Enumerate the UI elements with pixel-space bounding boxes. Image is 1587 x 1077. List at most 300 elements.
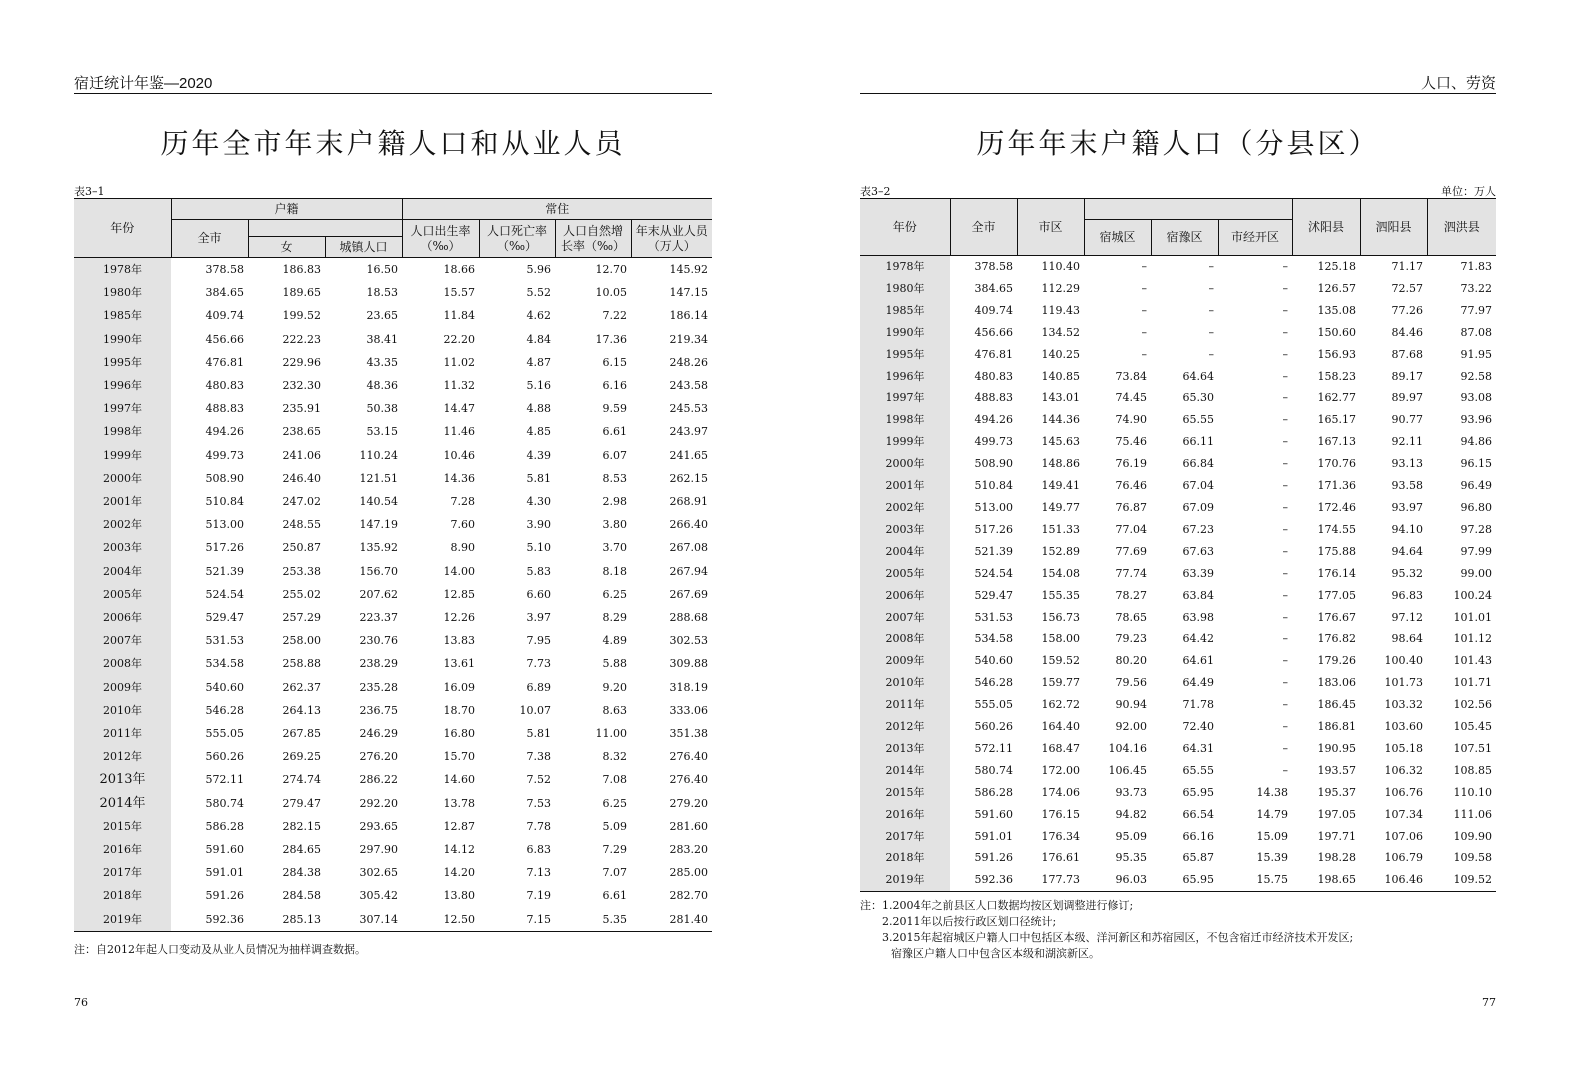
value-cell: 101.01	[1427, 607, 1496, 629]
table-number: 表3–2	[860, 185, 891, 198]
value-cell: 9.59	[555, 397, 631, 420]
value-cell: 149.41	[1017, 475, 1084, 497]
value-cell: 4.84	[479, 328, 555, 351]
table-row	[860, 804, 1496, 826]
table-row	[860, 694, 1496, 716]
value-cell: 12.85	[402, 583, 479, 606]
year-cell: 2007年	[860, 607, 950, 629]
value-cell: 230.76	[325, 629, 402, 652]
value-cell: 592.36	[950, 869, 1017, 891]
value-cell: 65.95	[1151, 782, 1218, 804]
value-cell: 144.36	[1017, 409, 1084, 431]
value-cell: 78.27	[1084, 585, 1151, 607]
value-cell: 243.97	[631, 420, 712, 443]
value-cell: 4.62	[479, 304, 555, 327]
value-cell: 488.83	[171, 397, 248, 420]
value-cell: 248.55	[248, 513, 325, 536]
value-cell: 66.54	[1151, 804, 1218, 826]
value-cell: 494.26	[171, 420, 248, 443]
value-cell: 517.26	[171, 536, 248, 559]
value-cell: 107.51	[1427, 738, 1496, 760]
value-cell: 198.65	[1292, 869, 1360, 891]
value-cell: 524.54	[171, 583, 248, 606]
header-death-rate: 人口死亡率（‰）	[479, 220, 555, 258]
year-cell: 1978年	[74, 258, 171, 282]
value-cell: 250.87	[248, 536, 325, 559]
value-cell: 591.26	[171, 884, 248, 907]
table-row	[74, 420, 712, 443]
value-cell: 591.26	[950, 847, 1017, 869]
value-cell: 186.83	[248, 258, 325, 282]
value-cell: 274.74	[248, 768, 325, 791]
value-cell: –	[1084, 322, 1151, 344]
year-cell: 1990年	[74, 328, 171, 351]
value-cell: 176.67	[1292, 607, 1360, 629]
value-cell: 11.46	[402, 420, 479, 443]
value-cell: 7.60	[402, 513, 479, 536]
value-cell: 103.60	[1360, 716, 1427, 738]
value-cell: 246.29	[325, 722, 402, 745]
value-cell: 199.52	[248, 304, 325, 327]
value-cell: –	[1218, 585, 1292, 607]
value-cell: 546.28	[171, 699, 248, 722]
value-cell: 508.90	[171, 467, 248, 490]
value-cell: 189.65	[248, 281, 325, 304]
value-cell: 513.00	[950, 497, 1017, 519]
value-cell: 276.40	[631, 745, 712, 768]
value-cell: 456.66	[950, 322, 1017, 344]
value-cell: 15.39	[1218, 847, 1292, 869]
value-cell: 72.40	[1151, 716, 1218, 738]
header-rule	[74, 93, 712, 94]
value-cell: 15.75	[1218, 869, 1292, 891]
table-row	[74, 815, 712, 838]
value-cell: –	[1084, 300, 1151, 322]
table-row	[860, 431, 1496, 453]
value-cell: 282.70	[631, 884, 712, 907]
value-cell: 89.17	[1360, 366, 1427, 388]
page-number: 77	[1482, 996, 1496, 1009]
value-cell: –	[1218, 366, 1292, 388]
value-cell: 15.70	[402, 745, 479, 768]
value-cell: 12.50	[402, 908, 479, 932]
value-cell: 285.13	[248, 908, 325, 932]
value-cell: 222.23	[248, 328, 325, 351]
value-cell: –	[1218, 409, 1292, 431]
year-cell: 1985年	[860, 300, 950, 322]
value-cell: 96.15	[1427, 453, 1496, 475]
value-cell: 94.82	[1084, 804, 1151, 826]
value-cell: 276.40	[631, 768, 712, 791]
value-cell: 119.43	[1017, 300, 1084, 322]
table-row	[74, 699, 712, 722]
header-sihong: 泗洪县	[1427, 199, 1496, 256]
value-cell: 510.84	[171, 490, 248, 513]
value-cell: 48.36	[325, 374, 402, 397]
value-cell: 546.28	[950, 672, 1017, 694]
value-cell: 508.90	[950, 453, 1017, 475]
value-cell: 6.25	[555, 583, 631, 606]
table-row	[74, 861, 712, 884]
value-cell: 102.56	[1427, 694, 1496, 716]
value-cell: 73.22	[1427, 278, 1496, 300]
table-number: 表3–1	[74, 185, 105, 198]
value-cell: 517.26	[950, 519, 1017, 541]
header-natural-growth: 人口自然增长率（‰）	[555, 220, 631, 258]
header-sucheng: 宿城区	[1084, 220, 1151, 256]
value-cell: 3.90	[479, 513, 555, 536]
value-cell: 7.15	[479, 908, 555, 932]
value-cell: 9.20	[555, 676, 631, 699]
year-cell: 1990年	[860, 322, 950, 344]
value-cell: 176.82	[1292, 628, 1360, 650]
value-cell: 297.90	[325, 838, 402, 861]
value-cell: 531.53	[171, 629, 248, 652]
value-cell: 258.00	[248, 629, 325, 652]
value-cell: –	[1218, 322, 1292, 344]
value-cell: 96.80	[1427, 497, 1496, 519]
value-cell: 586.28	[171, 815, 248, 838]
value-cell: 286.22	[325, 768, 402, 791]
value-cell: 43.35	[325, 351, 402, 374]
page-title: 历年全市年末户籍人口和从业人员	[160, 127, 626, 160]
year-cell: 2019年	[860, 869, 950, 891]
value-cell: 94.64	[1360, 541, 1427, 563]
value-cell: –	[1218, 387, 1292, 409]
value-cell: 106.45	[1084, 760, 1151, 782]
value-cell: 176.15	[1017, 804, 1084, 826]
value-cell: 158.00	[1017, 628, 1084, 650]
value-cell: 14.47	[402, 397, 479, 420]
value-cell: 378.58	[171, 258, 248, 282]
value-cell: –	[1084, 344, 1151, 366]
value-cell: 6.83	[479, 838, 555, 861]
table-row	[860, 278, 1496, 300]
table-row	[74, 838, 712, 861]
value-cell: 266.40	[631, 513, 712, 536]
value-cell: 164.40	[1017, 716, 1084, 738]
value-cell: 4.39	[479, 444, 555, 467]
year-cell: 2003年	[74, 536, 171, 559]
value-cell: 186.81	[1292, 716, 1360, 738]
value-cell: –	[1218, 628, 1292, 650]
value-cell: 65.30	[1151, 387, 1218, 409]
value-cell: 92.58	[1427, 366, 1496, 388]
value-cell: 165.17	[1292, 409, 1360, 431]
table-row	[860, 475, 1496, 497]
value-cell: 162.72	[1017, 694, 1084, 716]
value-cell: 64.31	[1151, 738, 1218, 760]
table-row	[860, 322, 1496, 344]
value-cell: 195.37	[1292, 782, 1360, 804]
unit-label: 单位：万人	[1441, 185, 1496, 198]
value-cell: 110.10	[1427, 782, 1496, 804]
value-cell: 11.00	[555, 722, 631, 745]
year-cell: 2013年	[74, 768, 171, 791]
value-cell: 14.38	[1218, 782, 1292, 804]
value-cell: 97.28	[1427, 519, 1496, 541]
year-cell: 2001年	[74, 490, 171, 513]
value-cell: 494.26	[950, 409, 1017, 431]
value-cell: 93.08	[1427, 387, 1496, 409]
value-cell: 38.41	[325, 328, 402, 351]
value-cell: 8.18	[555, 560, 631, 583]
value-cell: 14.79	[1218, 804, 1292, 826]
value-cell: 170.76	[1292, 453, 1360, 475]
value-cell: 586.28	[950, 782, 1017, 804]
value-cell: 5.09	[555, 815, 631, 838]
value-cell: 22.20	[402, 328, 479, 351]
value-cell: 105.45	[1427, 716, 1496, 738]
value-cell: 591.60	[171, 838, 248, 861]
value-cell: 125.18	[1292, 256, 1360, 278]
value-cell: 8.32	[555, 745, 631, 768]
value-cell: 4.30	[479, 490, 555, 513]
value-cell: 292.20	[325, 792, 402, 815]
value-cell: 560.26	[171, 745, 248, 768]
value-cell: 197.71	[1292, 826, 1360, 848]
value-cell: 149.77	[1017, 497, 1084, 519]
value-cell: 4.85	[479, 420, 555, 443]
value-cell: 572.11	[171, 768, 248, 791]
year-cell: 2012年	[74, 745, 171, 768]
value-cell: 560.26	[950, 716, 1017, 738]
value-cell: 112.29	[1017, 278, 1084, 300]
value-cell: 66.84	[1151, 453, 1218, 475]
value-cell: 109.58	[1427, 847, 1496, 869]
value-cell: 262.37	[248, 676, 325, 699]
table-note: 注：自2012年起人口变动及从业人员情况为抽样调查数据。	[74, 943, 366, 956]
table-row	[74, 328, 712, 351]
year-cell: 2004年	[860, 541, 950, 563]
value-cell: 531.53	[950, 607, 1017, 629]
value-cell: 167.13	[1292, 431, 1360, 453]
value-cell: 87.08	[1427, 322, 1496, 344]
note-line: 宿豫区户籍人口中包含区本级和湖滨新区。	[891, 947, 1100, 960]
value-cell: –	[1218, 738, 1292, 760]
value-cell: 555.05	[171, 722, 248, 745]
header-shuyang: 沭阳县	[1292, 199, 1360, 256]
table-row	[74, 444, 712, 467]
value-cell: 243.58	[631, 374, 712, 397]
value-cell: 75.46	[1084, 431, 1151, 453]
value-cell: 93.58	[1360, 475, 1427, 497]
value-cell: –	[1218, 519, 1292, 541]
value-cell: 99.00	[1427, 563, 1496, 585]
year-cell: 2003年	[860, 519, 950, 541]
value-cell: 529.47	[171, 606, 248, 629]
year-cell: 2012年	[860, 716, 950, 738]
value-cell: 10.07	[479, 699, 555, 722]
value-cell: 94.10	[1360, 519, 1427, 541]
value-cell: 176.14	[1292, 563, 1360, 585]
year-cell: 2000年	[74, 467, 171, 490]
value-cell: 66.16	[1151, 826, 1218, 848]
year-cell: 2005年	[860, 563, 950, 585]
value-cell: 15.57	[402, 281, 479, 304]
value-cell: 176.61	[1017, 847, 1084, 869]
value-cell: 580.74	[171, 792, 248, 815]
value-cell: 106.46	[1360, 869, 1427, 891]
year-cell: 1980年	[860, 278, 950, 300]
value-cell: 65.55	[1151, 409, 1218, 431]
value-cell: –	[1218, 694, 1292, 716]
value-cell: –	[1151, 278, 1218, 300]
value-cell: 4.88	[479, 397, 555, 420]
value-cell: 285.00	[631, 861, 712, 884]
value-cell: 11.02	[402, 351, 479, 374]
value-cell: 288.68	[631, 606, 712, 629]
table-row	[74, 884, 712, 907]
value-cell: 258.88	[248, 652, 325, 675]
year-cell: 2015年	[860, 782, 950, 804]
page-title: 历年年末户籍人口（分县区）	[976, 127, 1380, 160]
year-cell: 2002年	[74, 513, 171, 536]
value-cell: 79.56	[1084, 672, 1151, 694]
value-cell: 281.40	[631, 908, 712, 932]
table-row	[860, 716, 1496, 738]
year-cell: 2001年	[860, 475, 950, 497]
value-cell: 172.00	[1017, 760, 1084, 782]
value-cell: 253.38	[248, 560, 325, 583]
value-cell: 147.15	[631, 281, 712, 304]
county-population-table	[860, 198, 1496, 892]
header-suyu: 宿豫区	[1151, 220, 1218, 256]
value-cell: 186.45	[1292, 694, 1360, 716]
value-cell: 12.70	[555, 258, 631, 282]
value-cell: 16.50	[325, 258, 402, 282]
value-cell: 13.83	[402, 629, 479, 652]
value-cell: 245.53	[631, 397, 712, 420]
value-cell: 16.09	[402, 676, 479, 699]
value-cell: 241.65	[631, 444, 712, 467]
value-cell: 63.39	[1151, 563, 1218, 585]
value-cell: 186.14	[631, 304, 712, 327]
note-line: 注：1.2004年之前县区人口数据均按区划调整进行修订;	[860, 899, 1134, 912]
value-cell: 93.13	[1360, 453, 1427, 475]
table-row	[74, 536, 712, 559]
value-cell: 172.46	[1292, 497, 1360, 519]
year-cell: 1995年	[860, 344, 950, 366]
value-cell: 513.00	[171, 513, 248, 536]
value-cell: 7.73	[479, 652, 555, 675]
value-cell: 14.20	[402, 861, 479, 884]
value-cell: 12.87	[402, 815, 479, 838]
value-cell: 555.05	[950, 694, 1017, 716]
year-cell: 2010年	[860, 672, 950, 694]
value-cell: 302.53	[631, 629, 712, 652]
running-header: 人口、劳资	[1420, 75, 1496, 92]
value-cell: 67.04	[1151, 475, 1218, 497]
value-cell: 7.29	[555, 838, 631, 861]
table-row	[860, 256, 1496, 278]
value-cell: 93.73	[1084, 782, 1151, 804]
value-cell: 190.95	[1292, 738, 1360, 760]
header-huji: 户籍	[171, 199, 402, 220]
value-cell: 257.29	[248, 606, 325, 629]
value-cell: 529.47	[950, 585, 1017, 607]
value-cell: 135.92	[325, 536, 402, 559]
value-cell: 67.63	[1151, 541, 1218, 563]
value-cell: 101.43	[1427, 650, 1496, 672]
value-cell: 6.89	[479, 676, 555, 699]
table-row	[860, 585, 1496, 607]
table-row	[860, 847, 1496, 869]
value-cell: 145.92	[631, 258, 712, 282]
value-cell: –	[1084, 256, 1151, 278]
value-cell: 101.71	[1427, 672, 1496, 694]
value-cell: –	[1151, 300, 1218, 322]
year-cell: 2014年	[74, 792, 171, 815]
value-cell: 309.88	[631, 652, 712, 675]
value-cell: 93.97	[1360, 497, 1427, 519]
value-cell: 293.65	[325, 815, 402, 838]
table-row	[860, 366, 1496, 388]
table-row	[74, 768, 712, 791]
value-cell: 267.94	[631, 560, 712, 583]
value-cell: 77.69	[1084, 541, 1151, 563]
header-urban-district: 市区	[1017, 199, 1084, 256]
value-cell: 591.01	[950, 826, 1017, 848]
value-cell: 104.16	[1084, 738, 1151, 760]
value-cell: 11.32	[402, 374, 479, 397]
value-cell: 7.07	[555, 861, 631, 884]
value-cell: 540.60	[950, 650, 1017, 672]
year-cell: 2007年	[74, 629, 171, 652]
value-cell: 96.49	[1427, 475, 1496, 497]
header-employed: 年末从业人员（万人）	[631, 220, 712, 258]
value-cell: 4.89	[555, 629, 631, 652]
header-total: 全市	[950, 199, 1017, 256]
year-cell: 1998年	[74, 420, 171, 443]
value-cell: 267.08	[631, 536, 712, 559]
table-row	[860, 760, 1496, 782]
value-cell: 318.19	[631, 676, 712, 699]
value-cell: 13.61	[402, 652, 479, 675]
year-cell: 2006年	[860, 585, 950, 607]
value-cell: 267.85	[248, 722, 325, 745]
value-cell: 103.32	[1360, 694, 1427, 716]
table-row	[860, 519, 1496, 541]
value-cell: 521.39	[950, 541, 1017, 563]
value-cell: 591.01	[171, 861, 248, 884]
year-cell: 1999年	[860, 431, 950, 453]
value-cell: 10.05	[555, 281, 631, 304]
value-cell: 91.95	[1427, 344, 1496, 366]
value-cell: 177.05	[1292, 585, 1360, 607]
value-cell: 572.11	[950, 738, 1017, 760]
value-cell: 64.61	[1151, 650, 1218, 672]
value-cell: 13.78	[402, 792, 479, 815]
value-cell: 84.46	[1360, 322, 1427, 344]
year-cell: 2015年	[74, 815, 171, 838]
value-cell: 3.80	[555, 513, 631, 536]
value-cell: 105.18	[1360, 738, 1427, 760]
value-cell: 580.74	[950, 760, 1017, 782]
value-cell: 158.23	[1292, 366, 1360, 388]
value-cell: 284.38	[248, 861, 325, 884]
header-year: 年份	[74, 199, 171, 258]
value-cell: 7.13	[479, 861, 555, 884]
table-row	[74, 490, 712, 513]
table-row	[74, 583, 712, 606]
value-cell: 95.35	[1084, 847, 1151, 869]
value-cell: 72.57	[1360, 278, 1427, 300]
value-cell: –	[1084, 278, 1151, 300]
value-cell: –	[1218, 607, 1292, 629]
value-cell: 65.87	[1151, 847, 1218, 869]
value-cell: 101.12	[1427, 628, 1496, 650]
